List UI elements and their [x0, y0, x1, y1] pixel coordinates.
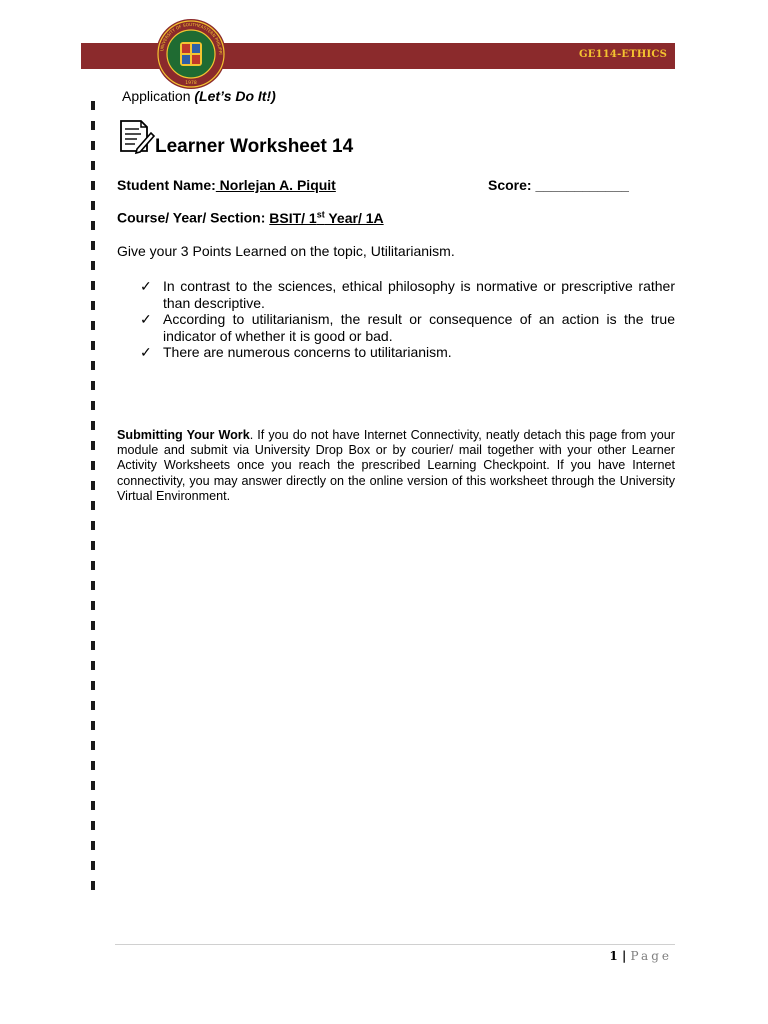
student-name-label: Student Name:	[117, 177, 216, 193]
submit-text: . If you do not have Internet Connectivity, neatly detach this page from your module and submit via University Drop Box or by courier/ mail together with your other Learner Activity Worksheets once you reach the prescribed Learning Checkpoint. If you have Internet connectivity, you may answer directly on the online version of this worksheet through the University Virtual Environment.	[117, 428, 675, 503]
submit-label: Submitting Your Work	[117, 428, 250, 442]
score-label: Score:	[488, 177, 532, 193]
student-name-row	[117, 177, 336, 193]
section-sublabel: (Let’s Do It!)	[194, 88, 276, 104]
svg-text:1978: 1978	[185, 81, 197, 86]
footer-divider	[115, 944, 675, 945]
section-label: Application	[122, 88, 191, 104]
page-footer	[609, 949, 672, 963]
checkmark-icon: ✓	[140, 344, 152, 360]
list-item: ✓ There are numerous concerns to utilitarianism.	[140, 344, 452, 360]
score-row	[488, 177, 629, 193]
page-number: 1	[609, 949, 618, 963]
footer-separator: |	[617, 949, 631, 963]
course-label: Course/ Year/ Section:	[117, 209, 266, 226]
binding-dashed-line	[91, 101, 95, 901]
checkmark-icon: ✓	[140, 278, 152, 294]
svg-text:UNIVERSITY OF SOUTHEASTERN PHI: UNIVERSITY OF SOUTHEASTERN PHILIPPI	[159, 21, 224, 55]
university-seal-logo	[153, 18, 229, 90]
course-value: BSIT/ 1st Year/ 1A	[269, 209, 384, 226]
submission-instructions	[117, 428, 675, 504]
worksheet-title: Learner Worksheet 14	[155, 136, 354, 157]
worksheet-icon	[117, 117, 155, 155]
list-item: ✓ In contrast to the sciences, ethical philosophy is normative or prescriptive rather than descriptive.	[140, 278, 675, 311]
student-name-value: Norlejan A. Piquit	[215, 177, 336, 193]
page-label: Page	[630, 949, 672, 963]
list-item: ✓ According to utilitarianism, the result or consequence of an action is the true indicator of whether it is good or bad.	[140, 311, 675, 344]
worksheet-prompt: Give your 3 Points Learned on the topic, Utilitarianism.	[117, 243, 455, 259]
course-row	[117, 209, 384, 226]
checkmark-icon: ✓	[140, 311, 152, 327]
course-code: GE114-ETHICS	[579, 49, 667, 60]
score-blank: ____________	[531, 177, 629, 193]
points-list	[140, 278, 675, 361]
section-heading	[122, 88, 276, 104]
